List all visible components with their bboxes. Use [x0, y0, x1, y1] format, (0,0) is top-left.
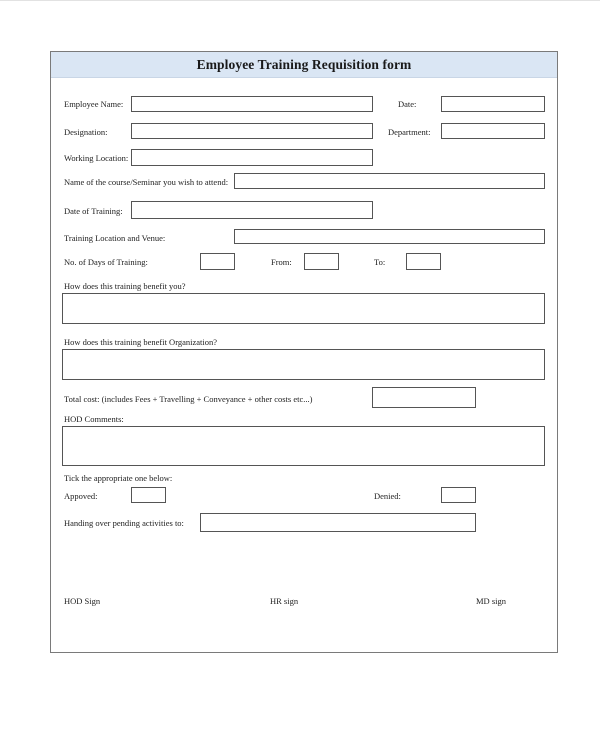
from-field[interactable] — [304, 253, 339, 270]
total-cost-label: Total cost: (includes Fees + Travelling + Conveyance + other costs etc...) — [64, 394, 313, 404]
md-sign-label: MD sign — [476, 596, 506, 606]
course-name-label: Name of the course/Seminar you wish to attend: — [64, 177, 229, 187]
designation-label: Designation: — [64, 127, 108, 137]
date-of-training-field[interactable] — [131, 201, 373, 219]
course-name-field[interactable] — [234, 173, 545, 189]
denied-label: Denied: — [374, 491, 401, 501]
approved-label: Appoved: — [64, 491, 98, 501]
date-label: Date: — [398, 99, 417, 109]
from-label: From: — [271, 257, 292, 267]
designation-field[interactable] — [131, 123, 373, 139]
form-title: Employee Training Requisition form — [51, 52, 557, 78]
working-location-label: Working Location: — [64, 153, 129, 163]
to-field[interactable] — [406, 253, 441, 270]
approved-checkbox[interactable] — [131, 487, 166, 503]
date-field[interactable] — [441, 96, 545, 112]
training-location-label: Training Location and Venue: — [64, 233, 166, 243]
benefit-you-field[interactable] — [62, 293, 545, 324]
total-cost-field[interactable] — [372, 387, 476, 408]
training-location-field[interactable] — [234, 229, 545, 244]
handing-over-field[interactable] — [200, 513, 476, 532]
page-edge — [0, 0, 600, 1]
days-of-training-field[interactable] — [200, 253, 235, 270]
hod-sign-label: HOD Sign — [64, 596, 101, 606]
employee-name-label: Employee Name: — [64, 99, 124, 109]
benefit-org-label: How does this training benefit Organization? — [64, 337, 218, 347]
denied-checkbox[interactable] — [441, 487, 476, 503]
working-location-field[interactable] — [131, 149, 373, 166]
to-label: To: — [374, 257, 386, 267]
tick-below-label: Tick the appropriate one below: — [64, 473, 173, 483]
benefit-you-label: How does this training benefit you? — [64, 281, 186, 291]
employee-name-field[interactable] — [131, 96, 373, 112]
days-of-training-label: No. of Days of Training: — [64, 257, 148, 267]
hr-sign-label: HR sign — [270, 596, 299, 606]
department-field[interactable] — [441, 123, 545, 139]
date-of-training-label: Date of Training: — [64, 206, 123, 216]
department-label: Department: — [388, 127, 431, 137]
benefit-org-field[interactable] — [62, 349, 545, 380]
hod-comments-field[interactable] — [62, 426, 545, 466]
hod-comments-label: HOD Comments: — [64, 414, 124, 424]
handing-over-label: Handing over pending activities to: — [64, 518, 184, 528]
